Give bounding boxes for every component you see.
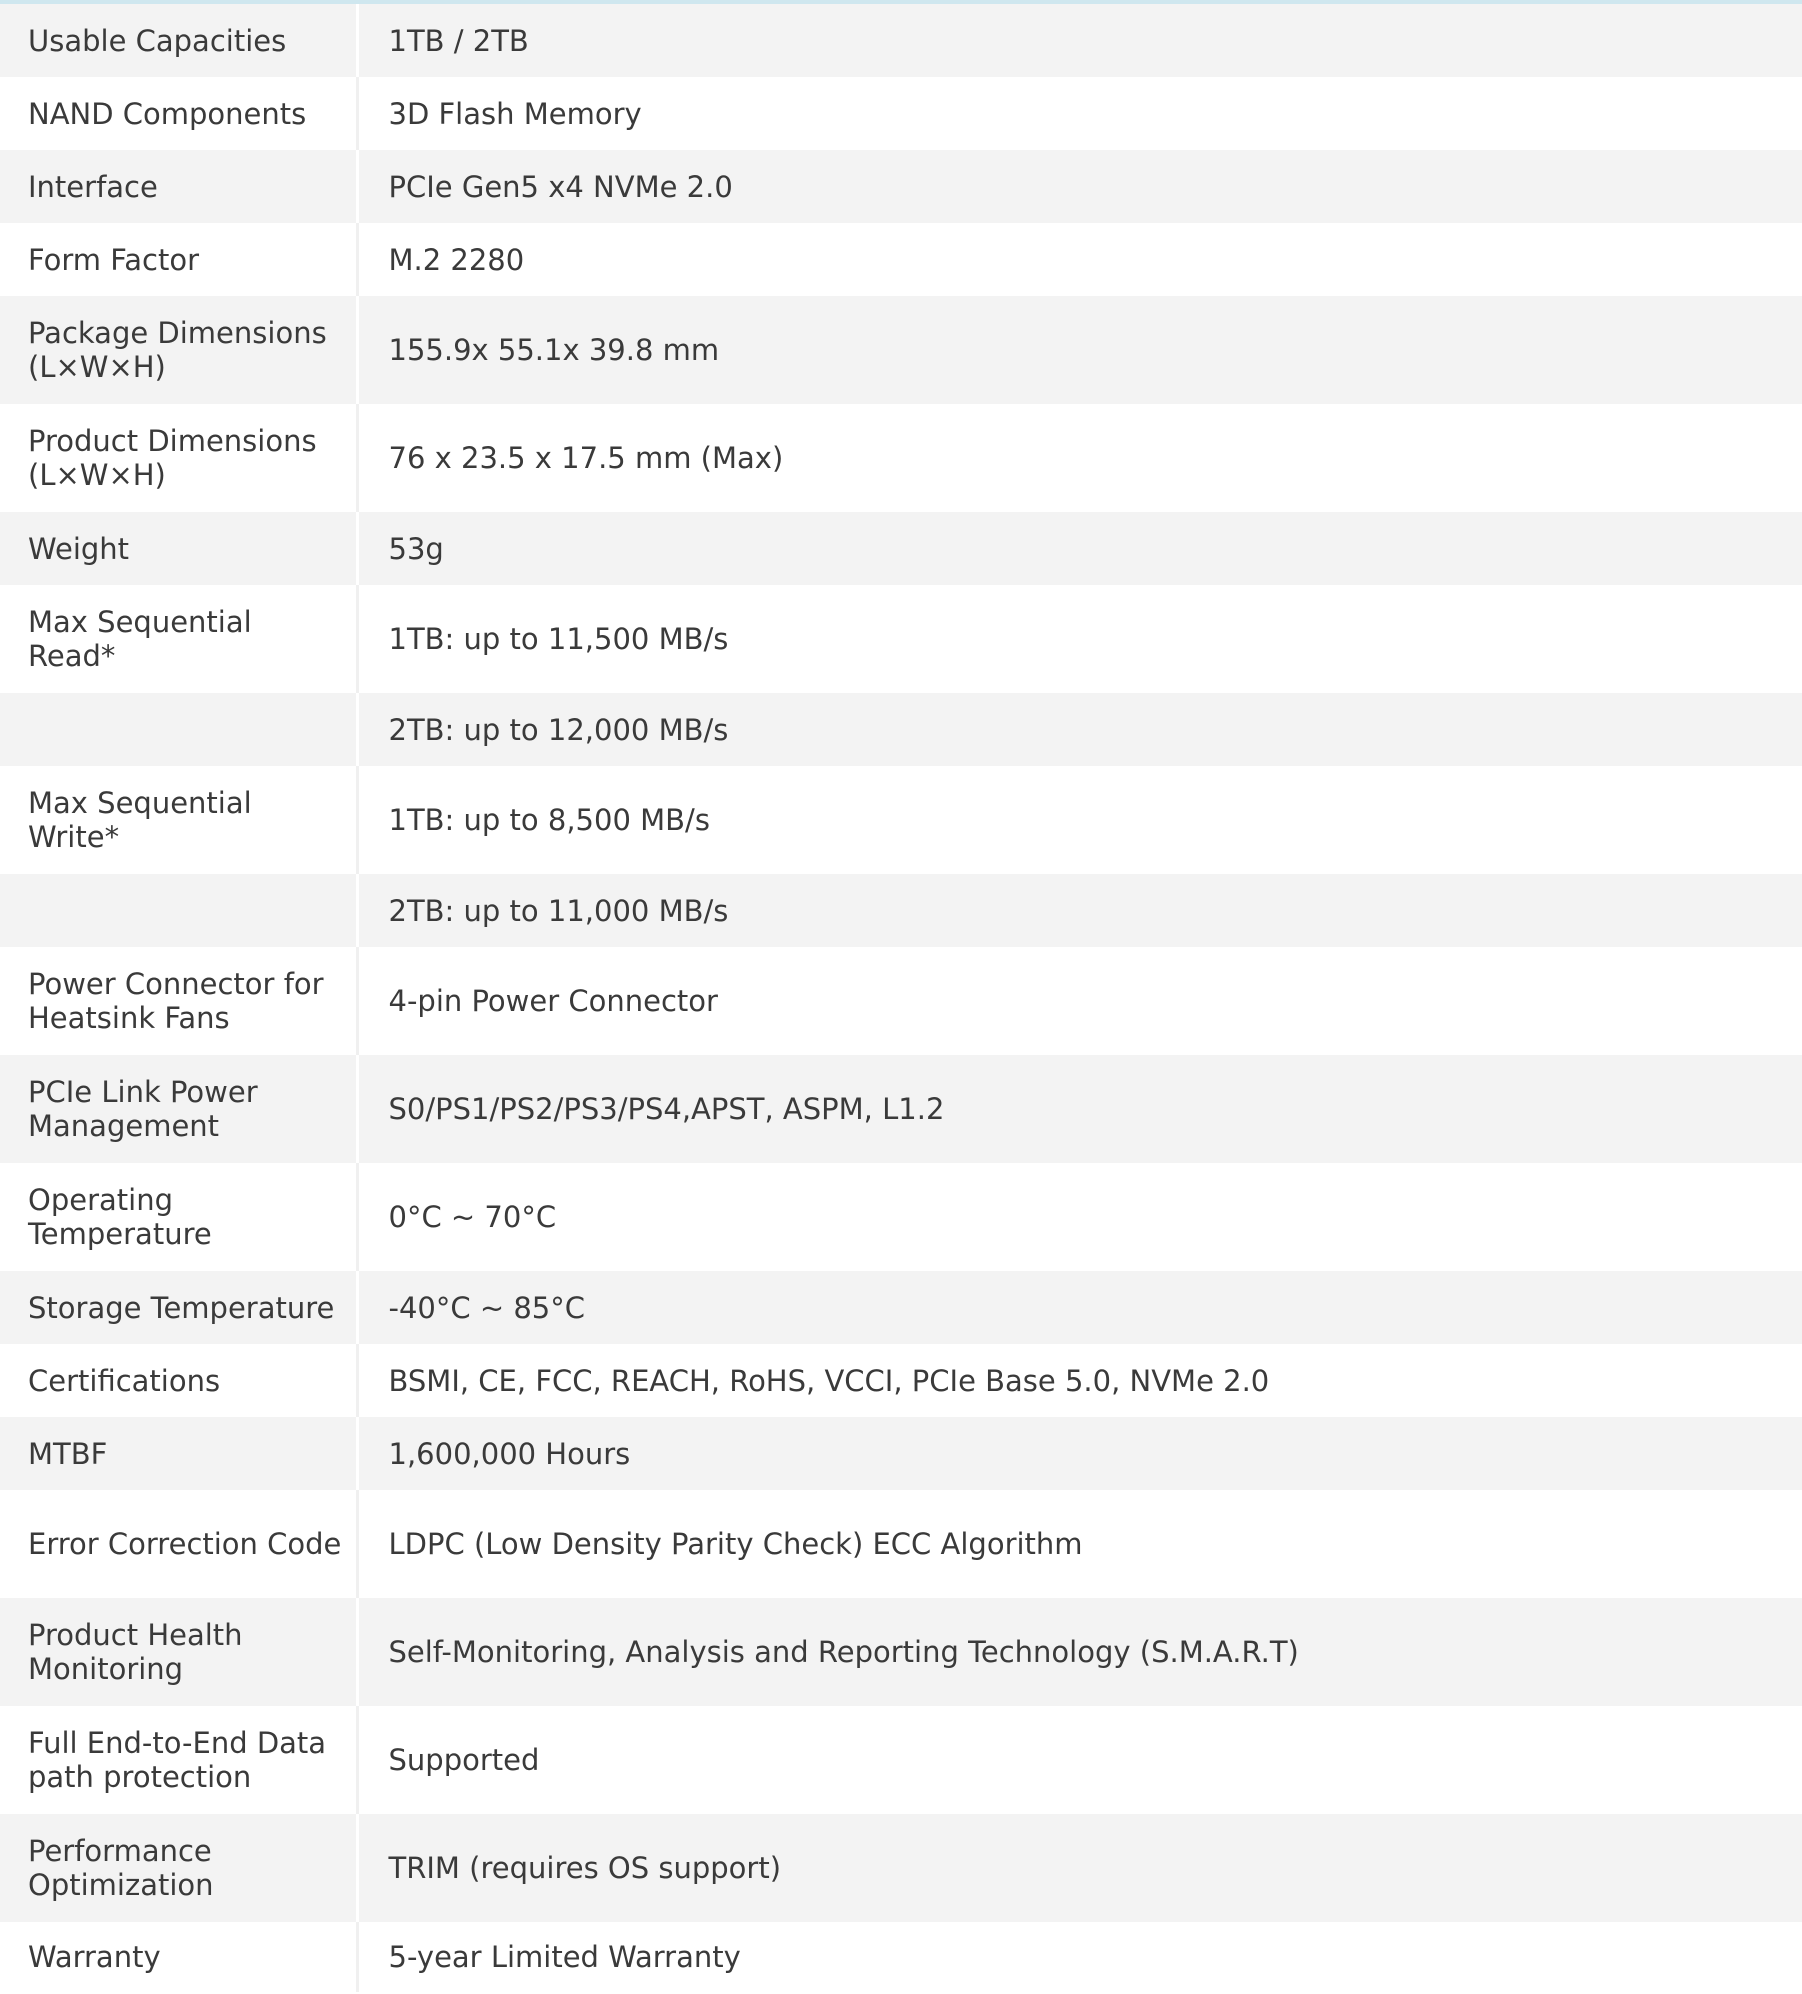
spec-label: Product Health Monitoring <box>0 1598 357 1706</box>
spec-value: 1TB / 2TB <box>357 4 1802 77</box>
spec-value: 2TB: up to 12,000 MB/s <box>357 693 1802 766</box>
spec-row-health-monitoring <box>0 1598 1802 1706</box>
spec-row-mtbf <box>0 1417 1802 1490</box>
spec-label: Full End-to-End Data path protection <box>0 1706 357 1814</box>
spec-row-error-correction <box>0 1490 1802 1598</box>
spec-value: Supported <box>388 1743 540 1777</box>
spec-value: 5-year Limited Warranty <box>388 1940 741 1974</box>
spec-row-certifications <box>0 1344 1802 1417</box>
spec-label: Power Connector for Heatsink Fans <box>0 947 357 1055</box>
spec-value: 53g <box>357 512 1802 585</box>
spec-row-max-sequential-write-2tb <box>0 874 1802 947</box>
spec-value: 155.9x 55.1x 39.8 mm <box>357 296 1802 404</box>
spec-value: 4-pin Power Connector <box>388 984 718 1018</box>
spec-label: Operating Temperature <box>0 1163 357 1271</box>
spec-row-performance-optimization <box>0 1814 1802 1922</box>
spec-label: MTBF <box>0 1417 357 1490</box>
spec-row-storage-temperature <box>0 1271 1802 1344</box>
spec-value: 1TB: up to 8,500 MB/s <box>388 803 710 837</box>
spec-value: BSMI, CE, FCC, REACH, RoHS, VCCI, PCIe Base 5.0, NVMe 2.0 <box>388 1363 1270 1398</box>
spec-value: TRIM (requires OS support) <box>357 1814 1802 1922</box>
spec-label: Weight <box>0 512 357 585</box>
spec-row-warranty <box>0 1922 1802 1992</box>
spec-label: Max Sequential Write* <box>0 766 357 874</box>
spec-label: NAND Components <box>0 77 357 150</box>
spec-label: Product Dimensions (L×W×H) <box>0 404 357 512</box>
spec-label: Form Factor <box>0 223 357 296</box>
spec-row-max-sequential-write <box>0 766 1802 874</box>
spec-row-interface <box>0 150 1802 223</box>
spec-label: Package Dimensions (L×W×H) <box>0 296 357 404</box>
spec-row-operating-temperature <box>0 1163 1802 1271</box>
spec-row-usable-capacities <box>0 4 1802 77</box>
spec-label: Interface <box>0 150 357 223</box>
spec-row-max-sequential-read-2tb <box>0 693 1802 766</box>
spec-value: PCIe Gen5 x4 NVMe 2.0 <box>357 150 1802 223</box>
spec-value: LDPC (Low Density Parity Check) ECC Algorithm <box>388 1527 1083 1561</box>
spec-value: 0°C ~ 70°C <box>388 1200 557 1234</box>
spec-value: Self-Monitoring, Analysis and Reporting Technology (S.M.A.R.T) <box>357 1598 1802 1706</box>
spec-value: 3D Flash Memory <box>388 96 642 131</box>
spec-label: Error Correction Code <box>0 1490 357 1598</box>
spec-row-weight <box>0 512 1802 585</box>
spec-row-data-path-protection <box>0 1706 1802 1814</box>
spec-row-form-factor <box>0 223 1802 296</box>
spec-label: PCIe Link Power Management <box>0 1055 357 1163</box>
spec-row-product-dimensions <box>0 404 1802 512</box>
spec-label: Usable Capacities <box>0 4 357 77</box>
spec-value: 76 x 23.5 x 17.5 mm (Max) <box>388 441 784 475</box>
spec-label: Certifications <box>0 1344 357 1417</box>
spec-table <box>0 4 1802 1992</box>
spec-value: 1,600,000 Hours <box>357 1417 1802 1490</box>
spec-value: -40°C ~ 85°C <box>357 1271 1802 1344</box>
spec-label <box>0 874 357 947</box>
spec-row-max-sequential-read <box>0 585 1802 693</box>
spec-row-pcie-link-power <box>0 1055 1802 1163</box>
spec-value: 2TB: up to 11,000 MB/s <box>357 874 1802 947</box>
spec-label: Max Sequential Read* <box>0 585 357 693</box>
spec-label: Storage Temperature <box>0 1271 357 1344</box>
spec-value: M.2 2280 <box>388 242 525 277</box>
spec-row-power-connector <box>0 947 1802 1055</box>
spec-row-nand-components <box>0 77 1802 150</box>
spec-label <box>0 693 357 766</box>
spec-label: Performance Optimization <box>0 1814 357 1922</box>
spec-value: 1TB: up to 11,500 MB/s <box>388 622 729 656</box>
spec-label: Warranty <box>0 1922 357 1992</box>
spec-value: S0/PS1/PS2/PS3/PS4,APST, ASPM, L1.2 <box>357 1055 1802 1163</box>
spec-row-package-dimensions <box>0 296 1802 404</box>
